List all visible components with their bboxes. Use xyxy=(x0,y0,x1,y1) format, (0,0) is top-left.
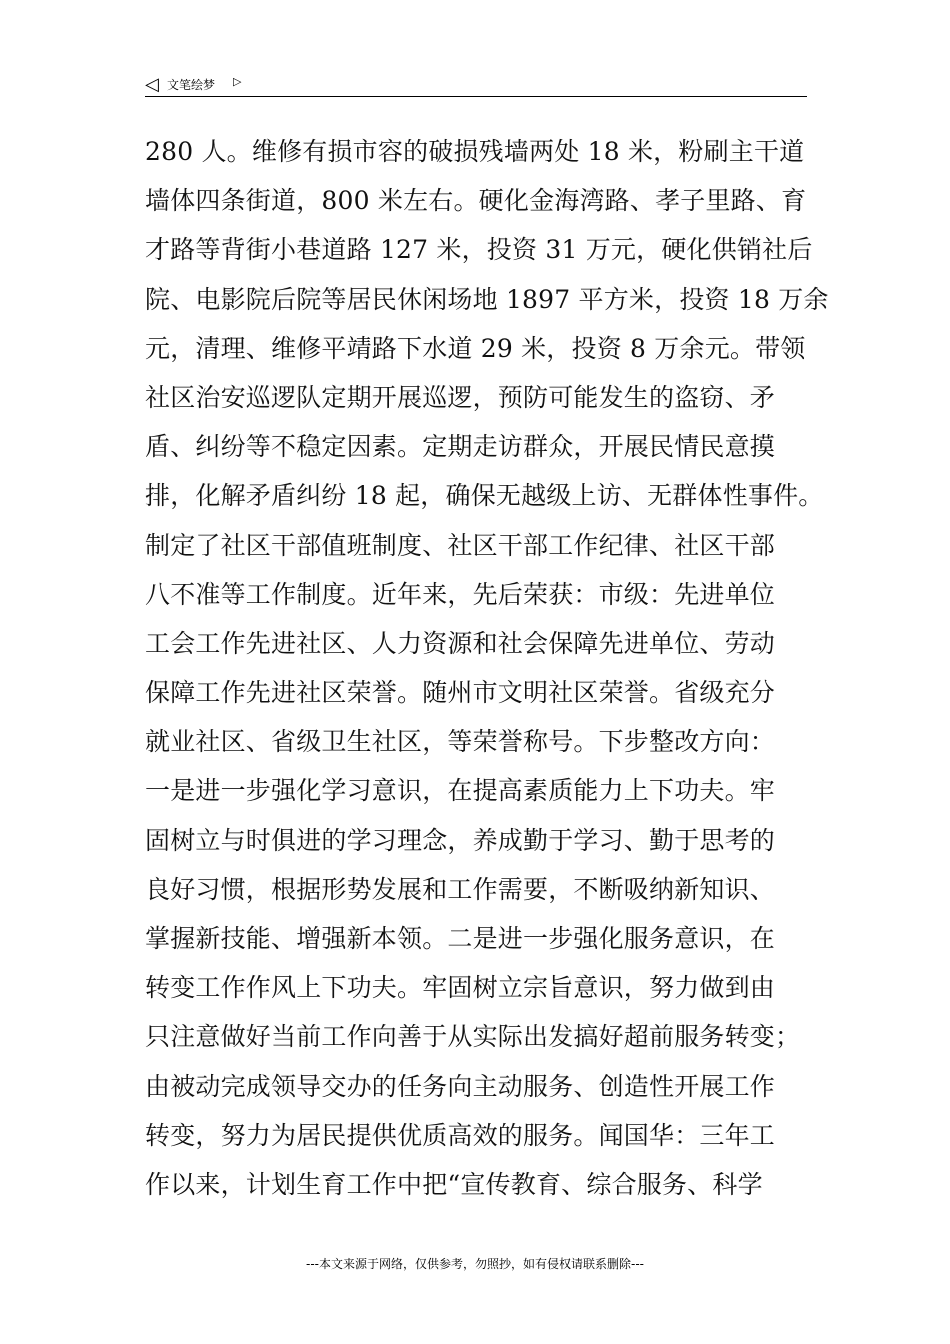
text-line: 才路等背街小巷道路 127 米，投资 31 万元，硬化供销社后 xyxy=(145,235,813,265)
text-line: 280 人。维修有损市容的破损残墙两处 18 米，粉刷主干道 xyxy=(145,137,805,166)
text-line: 保障工作先进社区荣誉。随州市文明社区荣誉。省级充分 xyxy=(145,678,776,708)
document-body xyxy=(145,127,829,1209)
text-line: 固树立与时俱进的学习理念，养成勤于学习、勤于思考的 xyxy=(145,825,776,855)
text-line: 院、电影院后院等居民休闲场地 1897 平方米，投资 18 万余 xyxy=(145,284,829,314)
right-triangle-icon: ▷ xyxy=(233,75,242,88)
text-line: 一是进一步强化学习意识，在提高素质能力上下功夫。牢 xyxy=(145,776,776,806)
text-line: 八不准等工作制度。近年来，先后荣获：市级：先进单位 xyxy=(145,579,776,609)
text-line: 就业社区、省级卫生社区，等荣誉称号。下步整改方向： xyxy=(145,727,776,757)
page-header xyxy=(145,72,805,98)
left-triangle-icon: ◁ xyxy=(145,74,159,95)
text-line: 制定了社区干部值班制度、社区干部工作纪律、社区干部 xyxy=(145,530,776,560)
header-divider xyxy=(145,96,807,97)
text-line: 排，化解矛盾纠纷 18 起，确保无越级上访、无群体性事件。 xyxy=(145,481,824,511)
text-line: 由被动完成领导交办的任务向主动服务、创造性开展工作 xyxy=(145,1071,776,1101)
text-line: 良好习惯，根据形势发展和工作需要，不断吸纳新知识、 xyxy=(145,874,776,904)
footer-disclaimer: ---本文来源于网络，仅供参考，勿照抄，如有侵权请联系删除--- xyxy=(306,1257,644,1271)
text-line: 社区治安巡逻队定期开展巡逻，预防可能发生的盗窃、矛 xyxy=(145,382,776,412)
text-line: 掌握新技能、增强新本领。二是进一步强化服务意识，在 xyxy=(145,924,776,953)
text-line: 作以来，计划生育工作中把“宣传教育、综合服务、科学 xyxy=(145,1169,763,1199)
text-line: 转变工作作风上下功夫。牢固树立宗旨意识，努力做到由 xyxy=(145,973,776,1003)
text-line: 墙体四条街道，800 米左右。硬化金海湾路、孝子里路、育 xyxy=(145,186,807,216)
brand-name: 文笔绘梦 xyxy=(167,78,216,92)
text-line: 盾、纠纷等不稳定因素。定期走访群众，开展民情民意摸 xyxy=(145,432,776,462)
text-line: 工会工作先进社区、人力资源和社会保障先进单位、劳动 xyxy=(145,628,776,658)
text-line: 只注意做好当前工作向善于从实际出发搞好超前服务转变； xyxy=(145,1022,801,1052)
text-line: 转变，努力为居民提供优质高效的服务。闻国华：三年工 xyxy=(145,1120,776,1150)
text-line: 元，清理、维修平靖路下水道 29 米，投资 8 万余元。带领 xyxy=(145,333,806,363)
